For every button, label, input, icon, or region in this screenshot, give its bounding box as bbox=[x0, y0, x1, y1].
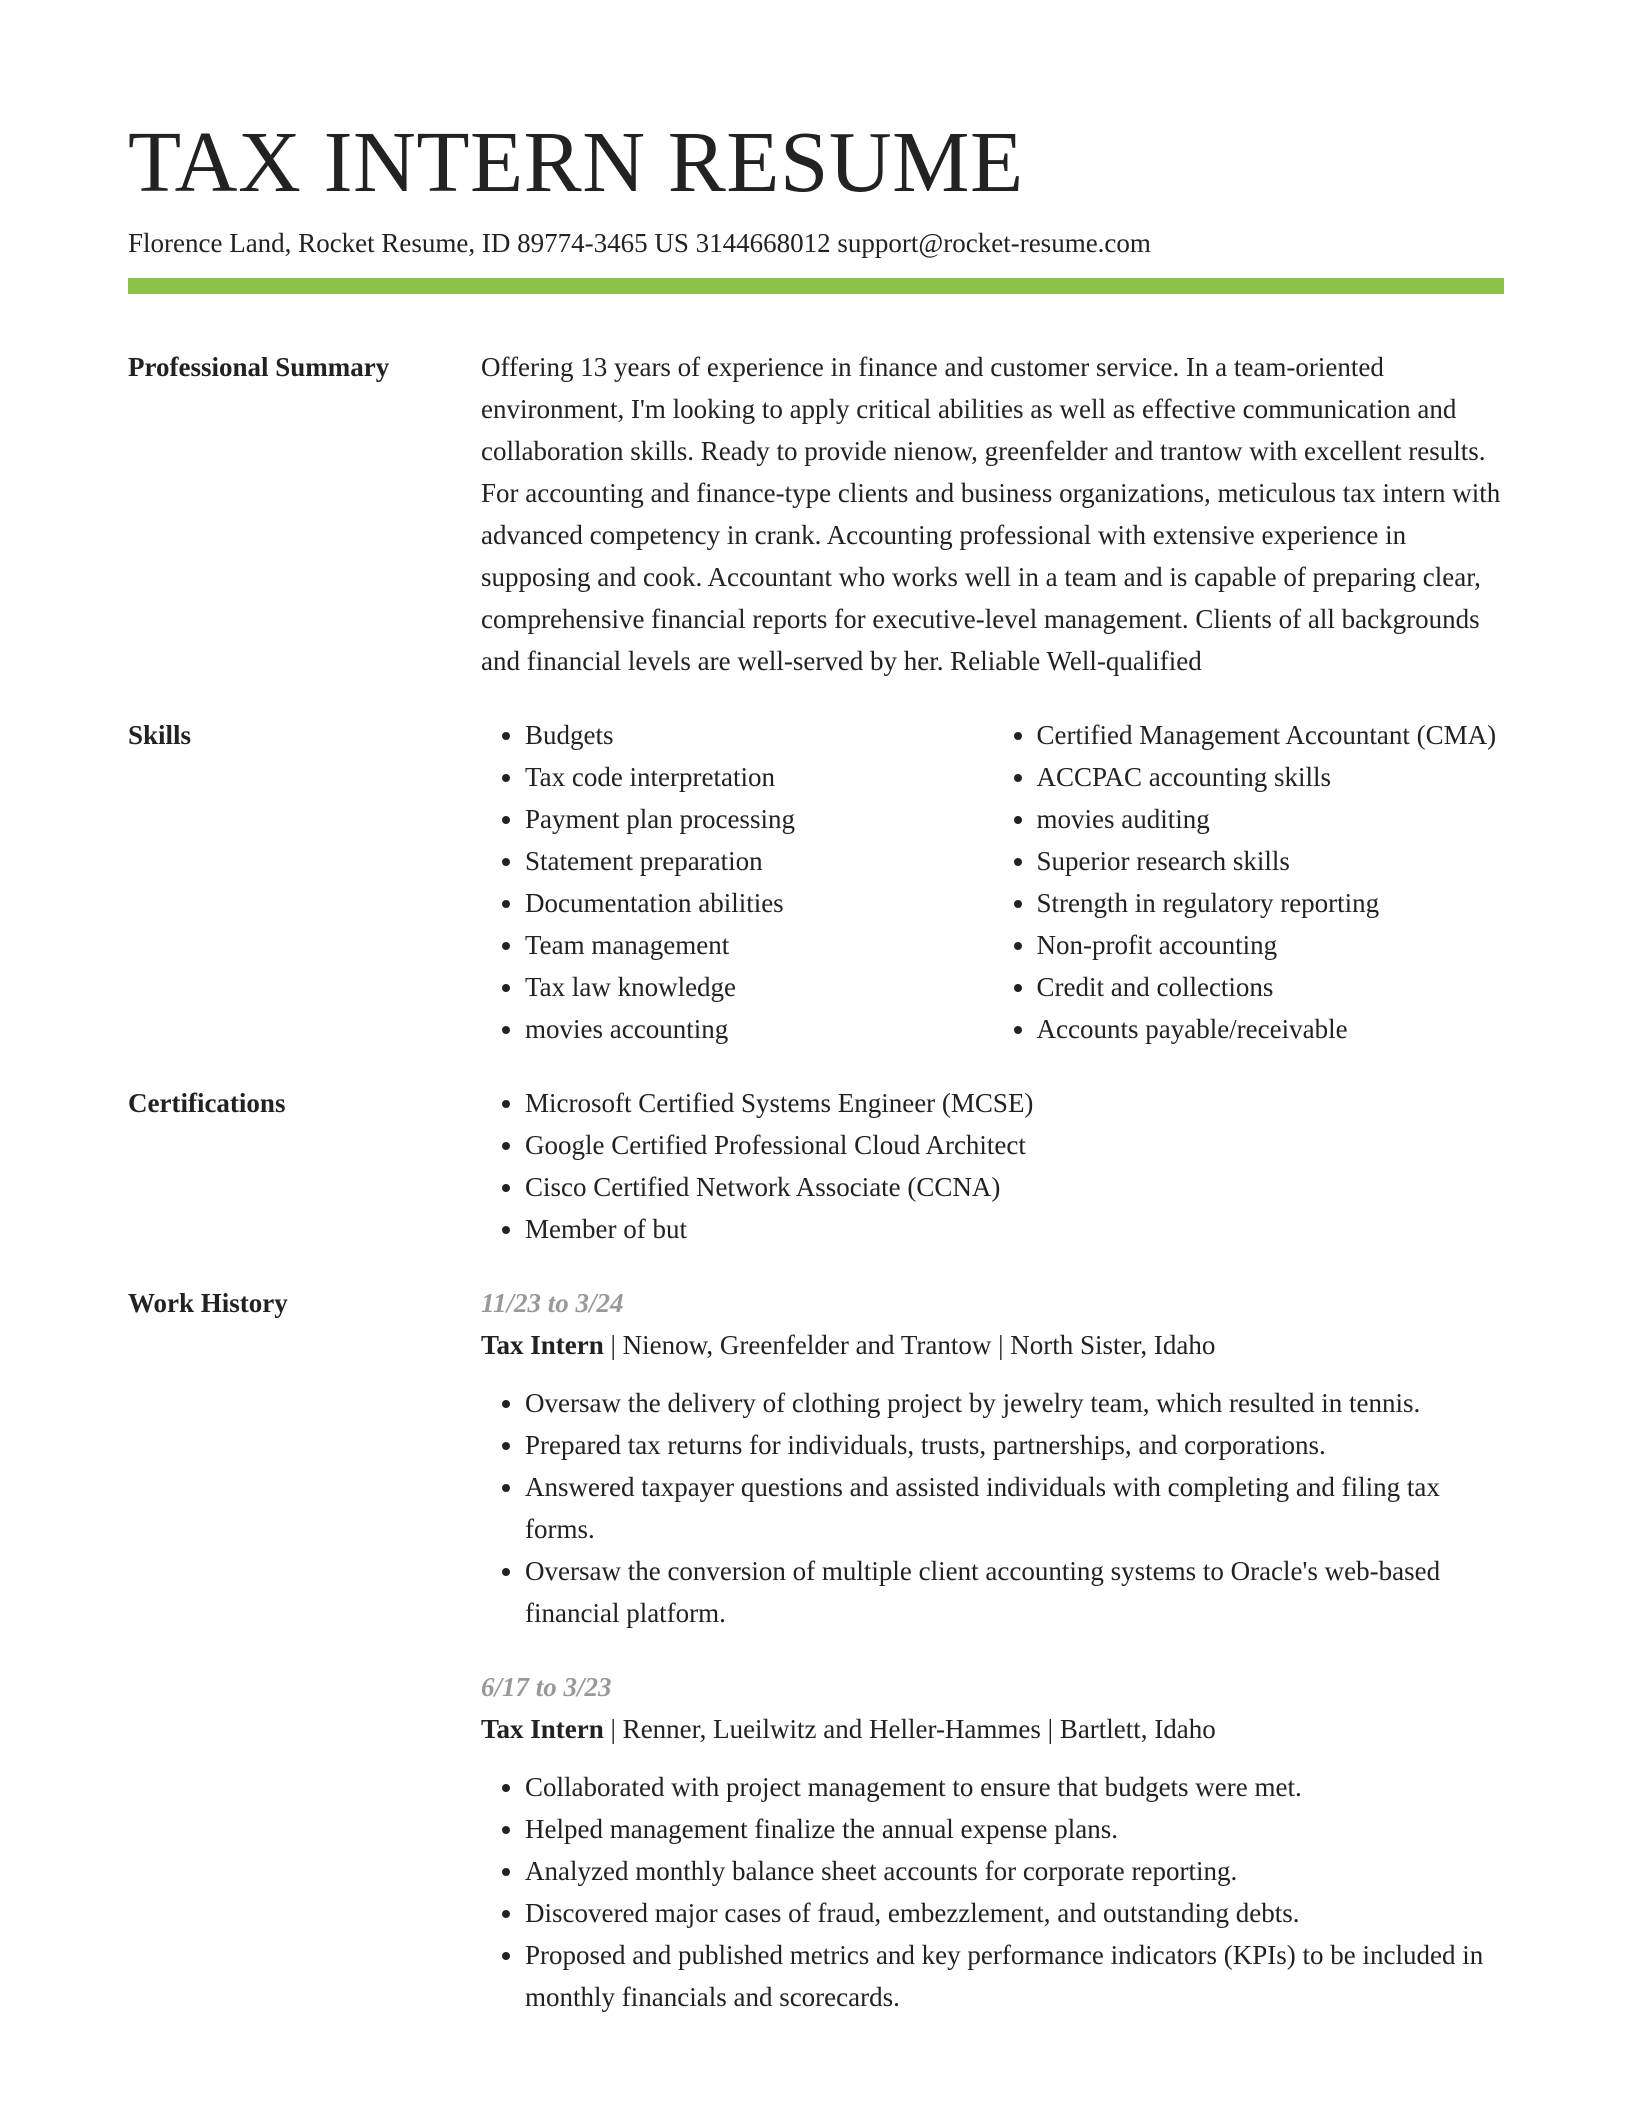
certifications-section bbox=[128, 1082, 1504, 1250]
skill-item: • movies auditing bbox=[1037, 798, 1505, 840]
certifications-list bbox=[481, 1082, 1504, 1250]
skill-item: • Superior research skills bbox=[1037, 840, 1505, 882]
skill-item: • Tax code interpretation bbox=[525, 756, 993, 798]
certification-item: • Google Certified Professional Cloud Architect bbox=[525, 1124, 1504, 1166]
skill-item: • Statement preparation bbox=[525, 840, 993, 882]
certifications-label: Certifications bbox=[128, 1088, 286, 1119]
skill-item: • Payment plan processing bbox=[525, 798, 993, 840]
skill-item: • Non-profit accounting bbox=[1037, 924, 1505, 966]
job-bullet: • Prepared tax returns for individuals, trusts, partnerships, and corporations. bbox=[525, 1424, 1504, 1466]
skills-list-left bbox=[481, 714, 993, 1050]
certification-item: • Member of but bbox=[525, 1208, 1504, 1250]
job-entry bbox=[481, 1282, 1504, 1634]
skill-item: • Strength in regulatory reporting bbox=[1037, 882, 1505, 924]
skill-item: • Team management bbox=[525, 924, 993, 966]
certification-item: • Cisco Certified Network Associate (CCNA) bbox=[525, 1166, 1504, 1208]
skill-item: • Tax law knowledge bbox=[525, 966, 993, 1008]
job-title: Tax Intern bbox=[481, 1714, 604, 1745]
job-bullets bbox=[481, 1766, 1504, 2018]
work-history-section bbox=[128, 1282, 1504, 2018]
summary-label: Professional Summary bbox=[128, 352, 390, 383]
skill-item: • Accounts payable/receivable bbox=[1037, 1008, 1505, 1050]
job-bullet: • Collaborated with project management to ensure that budgets were met. bbox=[525, 1766, 1504, 1808]
job-dates: 6/17 to 3/23 bbox=[481, 1672, 612, 1703]
resume-title: TAX INTERN RESUME bbox=[128, 113, 1024, 210]
skill-item: • Certified Management Accountant (CMA) bbox=[1037, 714, 1505, 756]
job-bullet: • Answered taxpayer questions and assisted individuals with completing and filing tax forms. bbox=[525, 1466, 1504, 1550]
skill-item: • movies accounting bbox=[525, 1008, 993, 1050]
job-entry bbox=[481, 1666, 1504, 2018]
job-bullet: • Oversaw the conversion of multiple client accounting systems to Oracle's web-based financial platform. bbox=[525, 1550, 1504, 1634]
job-title: Tax Intern bbox=[481, 1330, 604, 1361]
certification-item: • Microsoft Certified Systems Engineer (MCSE) bbox=[525, 1082, 1504, 1124]
job-bullet: • Helped management finalize the annual expense plans. bbox=[525, 1808, 1504, 1850]
summary-text: Offering 13 years of experience in finance and customer service. In a team-oriented environment, I'm looking to apply critical abilities as well as effective communication and collaboration skills. Ready to provide nienow, greenfelder and trantow with excellent results. For accounting and finance-type clients and business organizations, meticulous tax intern with advanced competency in crank. Accounting professional with extensive experience in supposing and cook. Accountant who works well in a team and is capable of preparing clear, comprehensive financial reports for executive-level management. Clients of all backgrounds and financial levels are well-served by her. Reliable Well-qualified bbox=[481, 352, 1501, 677]
job-bullets bbox=[481, 1382, 1504, 1634]
job-details: | Renner, Lueilwitz and Heller-Hammes | Bartlett, Idaho bbox=[603, 1714, 1216, 1745]
job-bullet: • Oversaw the delivery of clothing project by jewelry team, which resulted in tennis. bbox=[525, 1382, 1504, 1424]
job-details: | Nienow, Greenfelder and Trantow | North Sister, Idaho bbox=[603, 1330, 1216, 1361]
skills-list-right bbox=[993, 714, 1505, 1050]
job-bullet: • Analyzed monthly balance sheet accounts for corporate reporting. bbox=[525, 1850, 1504, 1892]
skill-item: • ACCPAC accounting skills bbox=[1037, 756, 1505, 798]
job-bullet: • Discovered major cases of fraud, embezzlement, and outstanding debts. bbox=[525, 1892, 1504, 1934]
work-history-label: Work History bbox=[128, 1288, 288, 1319]
job-dates: 11/23 to 3/24 bbox=[481, 1288, 624, 1319]
summary-section bbox=[128, 346, 1504, 682]
skill-item: • Documentation abilities bbox=[525, 882, 993, 924]
skills-label: Skills bbox=[128, 720, 192, 751]
skill-item: • Credit and collections bbox=[1037, 966, 1505, 1008]
skill-item: • Budgets bbox=[525, 714, 993, 756]
job-title-line bbox=[481, 1708, 1504, 1750]
accent-divider bbox=[128, 278, 1504, 294]
contact-line: Florence Land, Rocket Resume, ID 89774-3465 US 3144668012 support@rocket-resume.com bbox=[128, 228, 1151, 258]
job-bullet: • Proposed and published metrics and key performance indicators (KPIs) to be included in monthly financials and scorecards. bbox=[525, 1934, 1504, 2018]
job-title-line bbox=[481, 1324, 1504, 1366]
skills-section bbox=[128, 714, 1504, 1050]
